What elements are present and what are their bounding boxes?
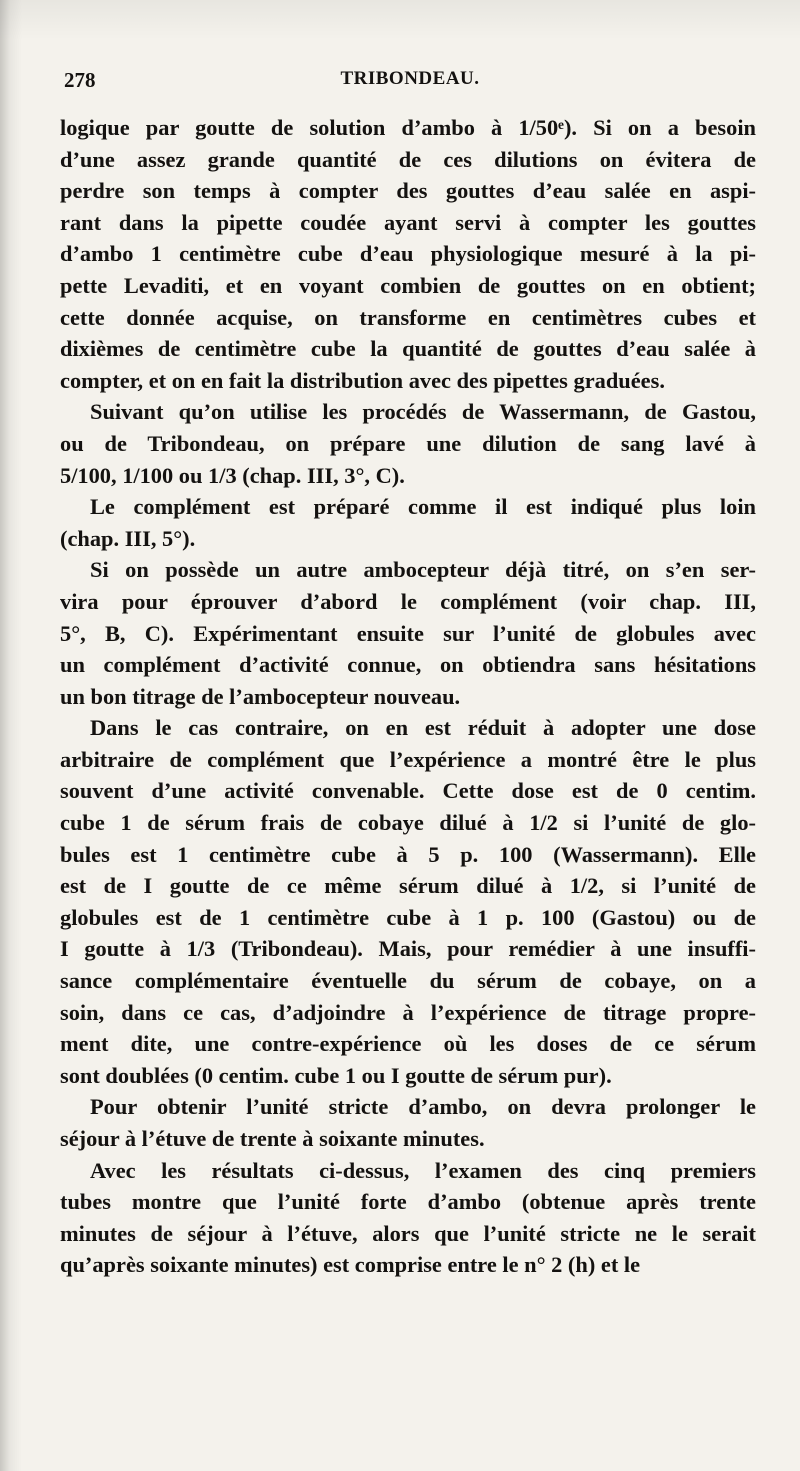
paragraph [60, 1155, 756, 1281]
page-number: 278 [64, 68, 96, 92]
paragraph [60, 112, 756, 396]
text-line: arbitraire de complément que l’expérience a montré être le plus [60, 746, 756, 772]
paragraph [60, 554, 756, 712]
text-line: 5°, B, C). Expérimentant ensuite sur l’unité de globules avec [60, 620, 756, 646]
text-line: qu’après soixante minutes) est comprise entre le n° 2 (h) et le [60, 1252, 641, 1278]
paragraph [60, 491, 756, 554]
text-line: ment dite, une contre-expérience où les doses de ce sérum [60, 1031, 756, 1057]
text-line: est de I goutte de ce même sérum dilué à 1/2, si l’unité de [60, 873, 756, 899]
text-line: Le complément est préparé comme il est indiqué plus loin [90, 494, 756, 520]
text-line: un complément d’activité connue, on obtiendra sans hésitations [60, 652, 756, 678]
text-line: souvent d’une activité convenable. Cette dose est de 0 centim. [60, 778, 756, 804]
text-line: perdre son temps à compter des gouttes d’eau salée en aspi- [60, 178, 756, 204]
body-text [60, 112, 756, 1281]
text-line: 5/100, 1/100 ou 1/3 (chap. III, 3°, C). [60, 462, 405, 488]
text-line: Pour obtenir l’unité stricte d’ambo, on devra prolonger le [90, 1094, 756, 1120]
text-line: compter, et on en fait la distribution avec des pipettes graduées. [60, 367, 665, 393]
text-line: (chap. III, 5°). [60, 525, 196, 551]
running-head: TRIBONDEAU. [340, 68, 480, 89]
text-line: pette Levaditi, et en voyant combien de gouttes on en obtient; [60, 272, 756, 298]
text-line: I goutte à 1/3 (Tribondeau). Mais, pour remédier à une insuffi- [60, 936, 756, 962]
text-line: sance complémentaire éventuelle du sérum de cobaye, on a [60, 968, 756, 994]
page-header [64, 68, 756, 98]
text-line: dixièmes de centimètre cube la quantité de gouttes d’eau salée à [60, 336, 756, 362]
text-line: cette donnée acquise, on transforme en centimètres cubes et [60, 304, 756, 330]
text-line: ou de Tribondeau, on prépare une dilution de sang lavé à [60, 430, 756, 456]
text-line: Avec les résultats ci-dessus, l’examen des cinq premiers [90, 1157, 756, 1183]
text-line: Suivant qu’on utilise les procédés de Wassermann, de Gastou, [90, 399, 756, 425]
text-line: logique par goutte de solution d’ambo à 1/50ᵉ). Si on a besoin [60, 115, 756, 140]
text-line: vira pour éprouver d’abord le complément (voir chap. III, [60, 588, 756, 614]
paragraph [60, 396, 756, 491]
text-line: rant dans la pipette coudée ayant servi à compter les gouttes [60, 209, 756, 235]
paragraph [60, 712, 756, 1091]
paragraph [60, 1091, 756, 1154]
text-line: d’ambo 1 centimètre cube d’eau physiologique mesuré à la pi- [60, 241, 756, 267]
text-line: minutes de séjour à l’étuve, alors que l’unité stricte ne le serait [60, 1220, 756, 1246]
text-line: un bon titrage de l’ambocepteur nouveau. [60, 683, 461, 709]
text-line: bules est 1 centimètre cube à 5 p. 100 (Wassermann). Elle [60, 841, 756, 867]
text-line: séjour à l’étuve de trente à soixante minutes. [60, 1126, 485, 1151]
text-line: cube 1 de sérum frais de cobaye dilué à 1/2 si l’unité de glo- [60, 810, 756, 836]
text-line: Si on possède un autre ambocepteur déjà titré, on s’en ser- [90, 557, 756, 583]
text-line: d’une assez grande quantité de ces dilutions on évitera de [60, 146, 756, 172]
text-line: tubes montre que l’unité forte d’ambo (obtenue après trente [60, 1189, 756, 1215]
text-line: soin, dans ce cas, d’adjoindre à l’expérience de titrage propre- [60, 999, 756, 1025]
text-line: sont doublées (0 centim. cube 1 ou I goutte de sérum pur). [60, 1062, 612, 1088]
text-line: globules est de 1 centimètre cube à 1 p. 100 (Gastou) ou de [60, 904, 756, 930]
text-line: Dans le cas contraire, on en est réduit à adopter une dose [90, 715, 756, 741]
